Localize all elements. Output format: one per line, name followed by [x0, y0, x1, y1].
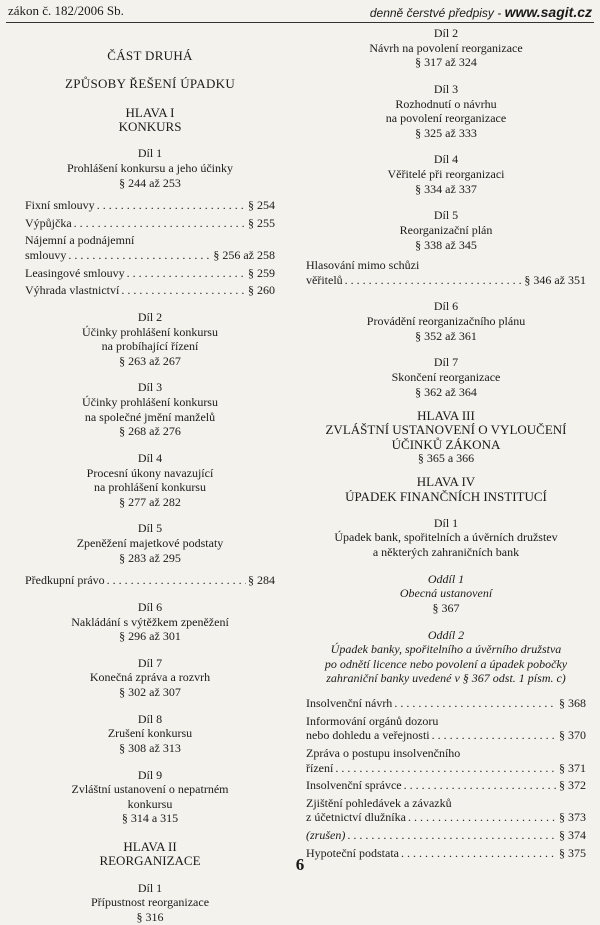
- hlava-number: HLAVA II: [123, 839, 177, 855]
- toc-item: [25, 573, 275, 588]
- dil-title: Účinky prohlášení konkursu: [82, 324, 218, 339]
- dil-title: Věřitelé při reorganizaci: [387, 167, 505, 181]
- dil-5-entry: [25, 521, 275, 565]
- dil-number: Díl 1: [137, 146, 163, 161]
- hlava-title: ZVLÁŠTNÍ USTANOVENÍ O VYLOUČENÍ: [325, 422, 567, 438]
- toc-item: [306, 828, 586, 843]
- dil-title: Nakládání s výtěžkem zpeněžení: [71, 614, 229, 629]
- toc-label: nebo dohledu a veřejnosti: [306, 728, 430, 743]
- section-range: § 362 až 364: [415, 384, 477, 399]
- dil-6-entry: [25, 600, 275, 644]
- dil-title: Skončení reorganizace: [391, 369, 501, 384]
- left-column: [25, 38, 275, 925]
- toc-item: [25, 266, 275, 281]
- header-website: www.sagit.cz: [504, 4, 592, 20]
- dil-number: Díl 7: [433, 355, 459, 370]
- dil-9-entry: [25, 768, 275, 827]
- toc-label: Výhrada vlastnictví: [25, 283, 120, 298]
- section-range: § 296 až 301: [119, 629, 181, 644]
- section-range: § 308 až 313: [119, 740, 181, 755]
- dil-number: Díl 2: [433, 26, 459, 40]
- toc-item: [306, 778, 586, 793]
- hlava-number: HLAVA III: [417, 408, 475, 424]
- toc-item: [25, 216, 275, 231]
- toc-section: § 372: [559, 778, 586, 793]
- toc-section: § 260: [248, 283, 275, 298]
- toc-section: § 284: [248, 573, 275, 588]
- toc-label: Hlasování mimo schůzi: [306, 258, 420, 273]
- running-header-left: zákon č. 182/2006 Sb.: [8, 3, 124, 18]
- toc-label: Předkupní právo: [25, 573, 105, 588]
- dil-1-entry: [25, 146, 275, 190]
- dil-title: Konečná zpráva a rozvrh: [89, 670, 211, 685]
- dil-title: Přípustnost reorganizace: [90, 895, 210, 910]
- hlava-title: KONKURS: [118, 119, 182, 135]
- dil-number: Díl 9: [137, 767, 163, 782]
- section-range: § 244 až 253: [119, 175, 181, 190]
- dil-3-entry: [25, 380, 275, 439]
- financial-dil-1-entry: [306, 516, 586, 560]
- toc-item: [25, 283, 275, 298]
- toc-label: Insolvenční návrh: [306, 696, 393, 711]
- hlava-3-heading: [306, 409, 586, 465]
- toc-list-konkurs: [25, 198, 275, 298]
- part-heading: ČÁST DRUHÁ: [107, 48, 193, 63]
- dil-number: Díl 6: [433, 299, 459, 314]
- dil-4-entry: [25, 451, 275, 510]
- section-range: § 365 a 366: [417, 451, 475, 466]
- hlava-title: ÚPADEK FINANČNÍCH INSTITUCÍ: [345, 488, 547, 504]
- toc-item: [306, 746, 586, 775]
- section-range: § 268 až 276: [119, 424, 181, 439]
- dil-7-entry: [25, 656, 275, 700]
- dil-number: Díl 4: [137, 450, 163, 465]
- section-range: § 263 až 267: [119, 353, 181, 368]
- dil-8-entry: [25, 712, 275, 756]
- toc-label: Zjištění pohledávek a závazků: [306, 795, 452, 810]
- dil-number: Díl 1: [137, 880, 163, 895]
- dil-title: Reorganizační plán: [399, 222, 493, 237]
- reorg-dil-7-entry: [306, 355, 586, 399]
- dil-title: Procesní úkony navazující: [86, 465, 214, 480]
- dil-number: Díl 5: [433, 208, 459, 223]
- section-range: § 317 až 324: [415, 55, 477, 70]
- toc-label: Insolvenční správce: [306, 778, 402, 793]
- dil-title: a některých zahraničních bank: [372, 545, 520, 560]
- oddil-title: Úpadek banky, spořitelního a úvěrního družstva: [330, 642, 562, 657]
- dil-number: Díl 4: [433, 152, 459, 167]
- toc-section: § 373: [559, 810, 586, 825]
- toc-section: § 346 až 351: [524, 272, 586, 287]
- oddil-title: Obecná ustanovení: [399, 586, 493, 601]
- section-range: § 367: [432, 600, 460, 615]
- dil-title: konkursu: [127, 796, 173, 811]
- toc-label: řízení: [306, 760, 334, 775]
- toc-label: Informování orgánů dozoru: [306, 713, 439, 728]
- dil-title: na prohlášení konkursu: [94, 480, 206, 495]
- section-range: § 277 až 282: [119, 494, 181, 509]
- header-tagline: denně čerstvé předpisy -: [369, 6, 505, 20]
- toc-label: Zpráva o postupu insolvenčního: [306, 745, 461, 760]
- toc-item: [306, 796, 586, 825]
- toc-section: § 374: [559, 828, 586, 843]
- toc-label: věřitelů: [306, 272, 343, 287]
- oddil-2-entry: [306, 628, 586, 687]
- section-range: § 283 až 295: [119, 550, 181, 565]
- section-range: § 314 a 315: [121, 811, 179, 826]
- section-range: § 325 až 333: [415, 125, 477, 140]
- reorg-dil-6-entry: [306, 299, 586, 343]
- toc-item: [25, 233, 275, 262]
- toc-section: § 255: [248, 215, 275, 230]
- right-column: [306, 14, 586, 860]
- dil-title: Návrh na povolení reorganizace: [369, 40, 523, 55]
- toc-section: § 368: [559, 696, 586, 711]
- page-number: 6: [295, 855, 305, 874]
- toc-label: Fixní smlouvy: [25, 198, 95, 213]
- dil-number: Díl 3: [433, 81, 459, 96]
- reorg-dil-1-entry: [25, 881, 275, 925]
- dil-title: Zpeněžení majetkové podstaty: [76, 536, 224, 551]
- toc-label: Nájemní a podnájemní: [25, 233, 135, 248]
- hlava-number: HLAVA I: [125, 104, 175, 120]
- dil-2-entry: [25, 310, 275, 369]
- dil-title: Provádění reorganizačního plánu: [366, 314, 526, 328]
- toc-section: § 375: [559, 845, 586, 860]
- hlava-number: HLAVA IV: [416, 474, 476, 490]
- hlava-title: REORGANIZACE: [99, 853, 201, 869]
- section-range: § 302 až 307: [119, 685, 181, 700]
- dil-title: na společné jmění manželů: [84, 409, 216, 424]
- toc-item: [306, 714, 586, 743]
- hlava-4-heading: [306, 475, 586, 504]
- toc-section: § 371: [559, 760, 586, 775]
- dil-title: Rozhodnutí o návrhu: [395, 96, 497, 111]
- dil-title: na povolení reorganizace: [385, 111, 507, 126]
- section-range: § 316: [136, 909, 164, 924]
- dil-number: Díl 7: [137, 655, 163, 670]
- toc-list-financial: [306, 696, 586, 860]
- section-range: § 334 až 337: [415, 181, 477, 196]
- reorg-dil-5-entry: [306, 208, 586, 252]
- oddil-title: zahraniční banky uvedené v § 367 odst. 1 písm. c): [326, 671, 566, 686]
- reorg-dil-3-entry: [306, 82, 586, 141]
- dil-title: na probíhající řízení: [101, 339, 199, 354]
- reorg-dil-4-entry: [306, 152, 586, 196]
- dil-number: Díl 5: [137, 521, 163, 536]
- dil-number: Díl 8: [137, 711, 163, 726]
- toc-item: [306, 258, 586, 287]
- dil-title: Zvláštní ustanovení o nepatrném: [71, 782, 229, 797]
- toc-label: Hypoteční podstata: [306, 845, 399, 860]
- toc-label: Leasingové smlouvy: [25, 265, 125, 280]
- oddil-number: Oddíl 2: [427, 627, 465, 642]
- oddil-number: Oddíl 1: [427, 571, 465, 586]
- hlava-title: ÚČINKŮ ZÁKONA: [391, 436, 501, 452]
- oddil-1-entry: [306, 572, 586, 616]
- toc-section: § 256 až 258: [213, 248, 275, 263]
- dil-number: Díl 2: [137, 309, 163, 324]
- toc-section: § 254: [248, 198, 275, 213]
- dil-number: Díl 6: [137, 599, 163, 614]
- section-range: § 338 až 345: [415, 237, 477, 252]
- dil-title: Prohlášení konkursu a jeho účinky: [67, 160, 233, 175]
- section-range: § 352 až 361: [415, 328, 477, 343]
- dil-number: Díl 3: [137, 380, 163, 395]
- toc-label: (zrušen): [306, 828, 346, 843]
- dil-title: Zrušení konkursu: [107, 726, 193, 741]
- dil-title: Úpadek bank, spořitelních a úvěrních družstev: [334, 530, 558, 545]
- toc-section: § 259: [248, 265, 275, 280]
- dil-number: Díl 1: [433, 515, 459, 530]
- dil-title: Účinky prohlášení konkursu: [82, 395, 218, 410]
- toc-label: z účetnictví dlužníka: [306, 810, 406, 825]
- toc-label: smlouvy: [25, 248, 67, 263]
- toc-item: [25, 198, 275, 213]
- part-title: ZPŮSOBY ŘEŠENÍ ÚPADKU: [64, 75, 236, 91]
- toc-item: [306, 696, 586, 711]
- toc-label: Výpůjčka: [25, 215, 72, 230]
- hlava-1-heading: [25, 106, 275, 135]
- toc-section: § 370: [559, 728, 586, 743]
- oddil-title: po odnětí licence nebo povolení a úpadek pobočky: [324, 656, 568, 671]
- reorg-dil-2-entry: [306, 26, 586, 70]
